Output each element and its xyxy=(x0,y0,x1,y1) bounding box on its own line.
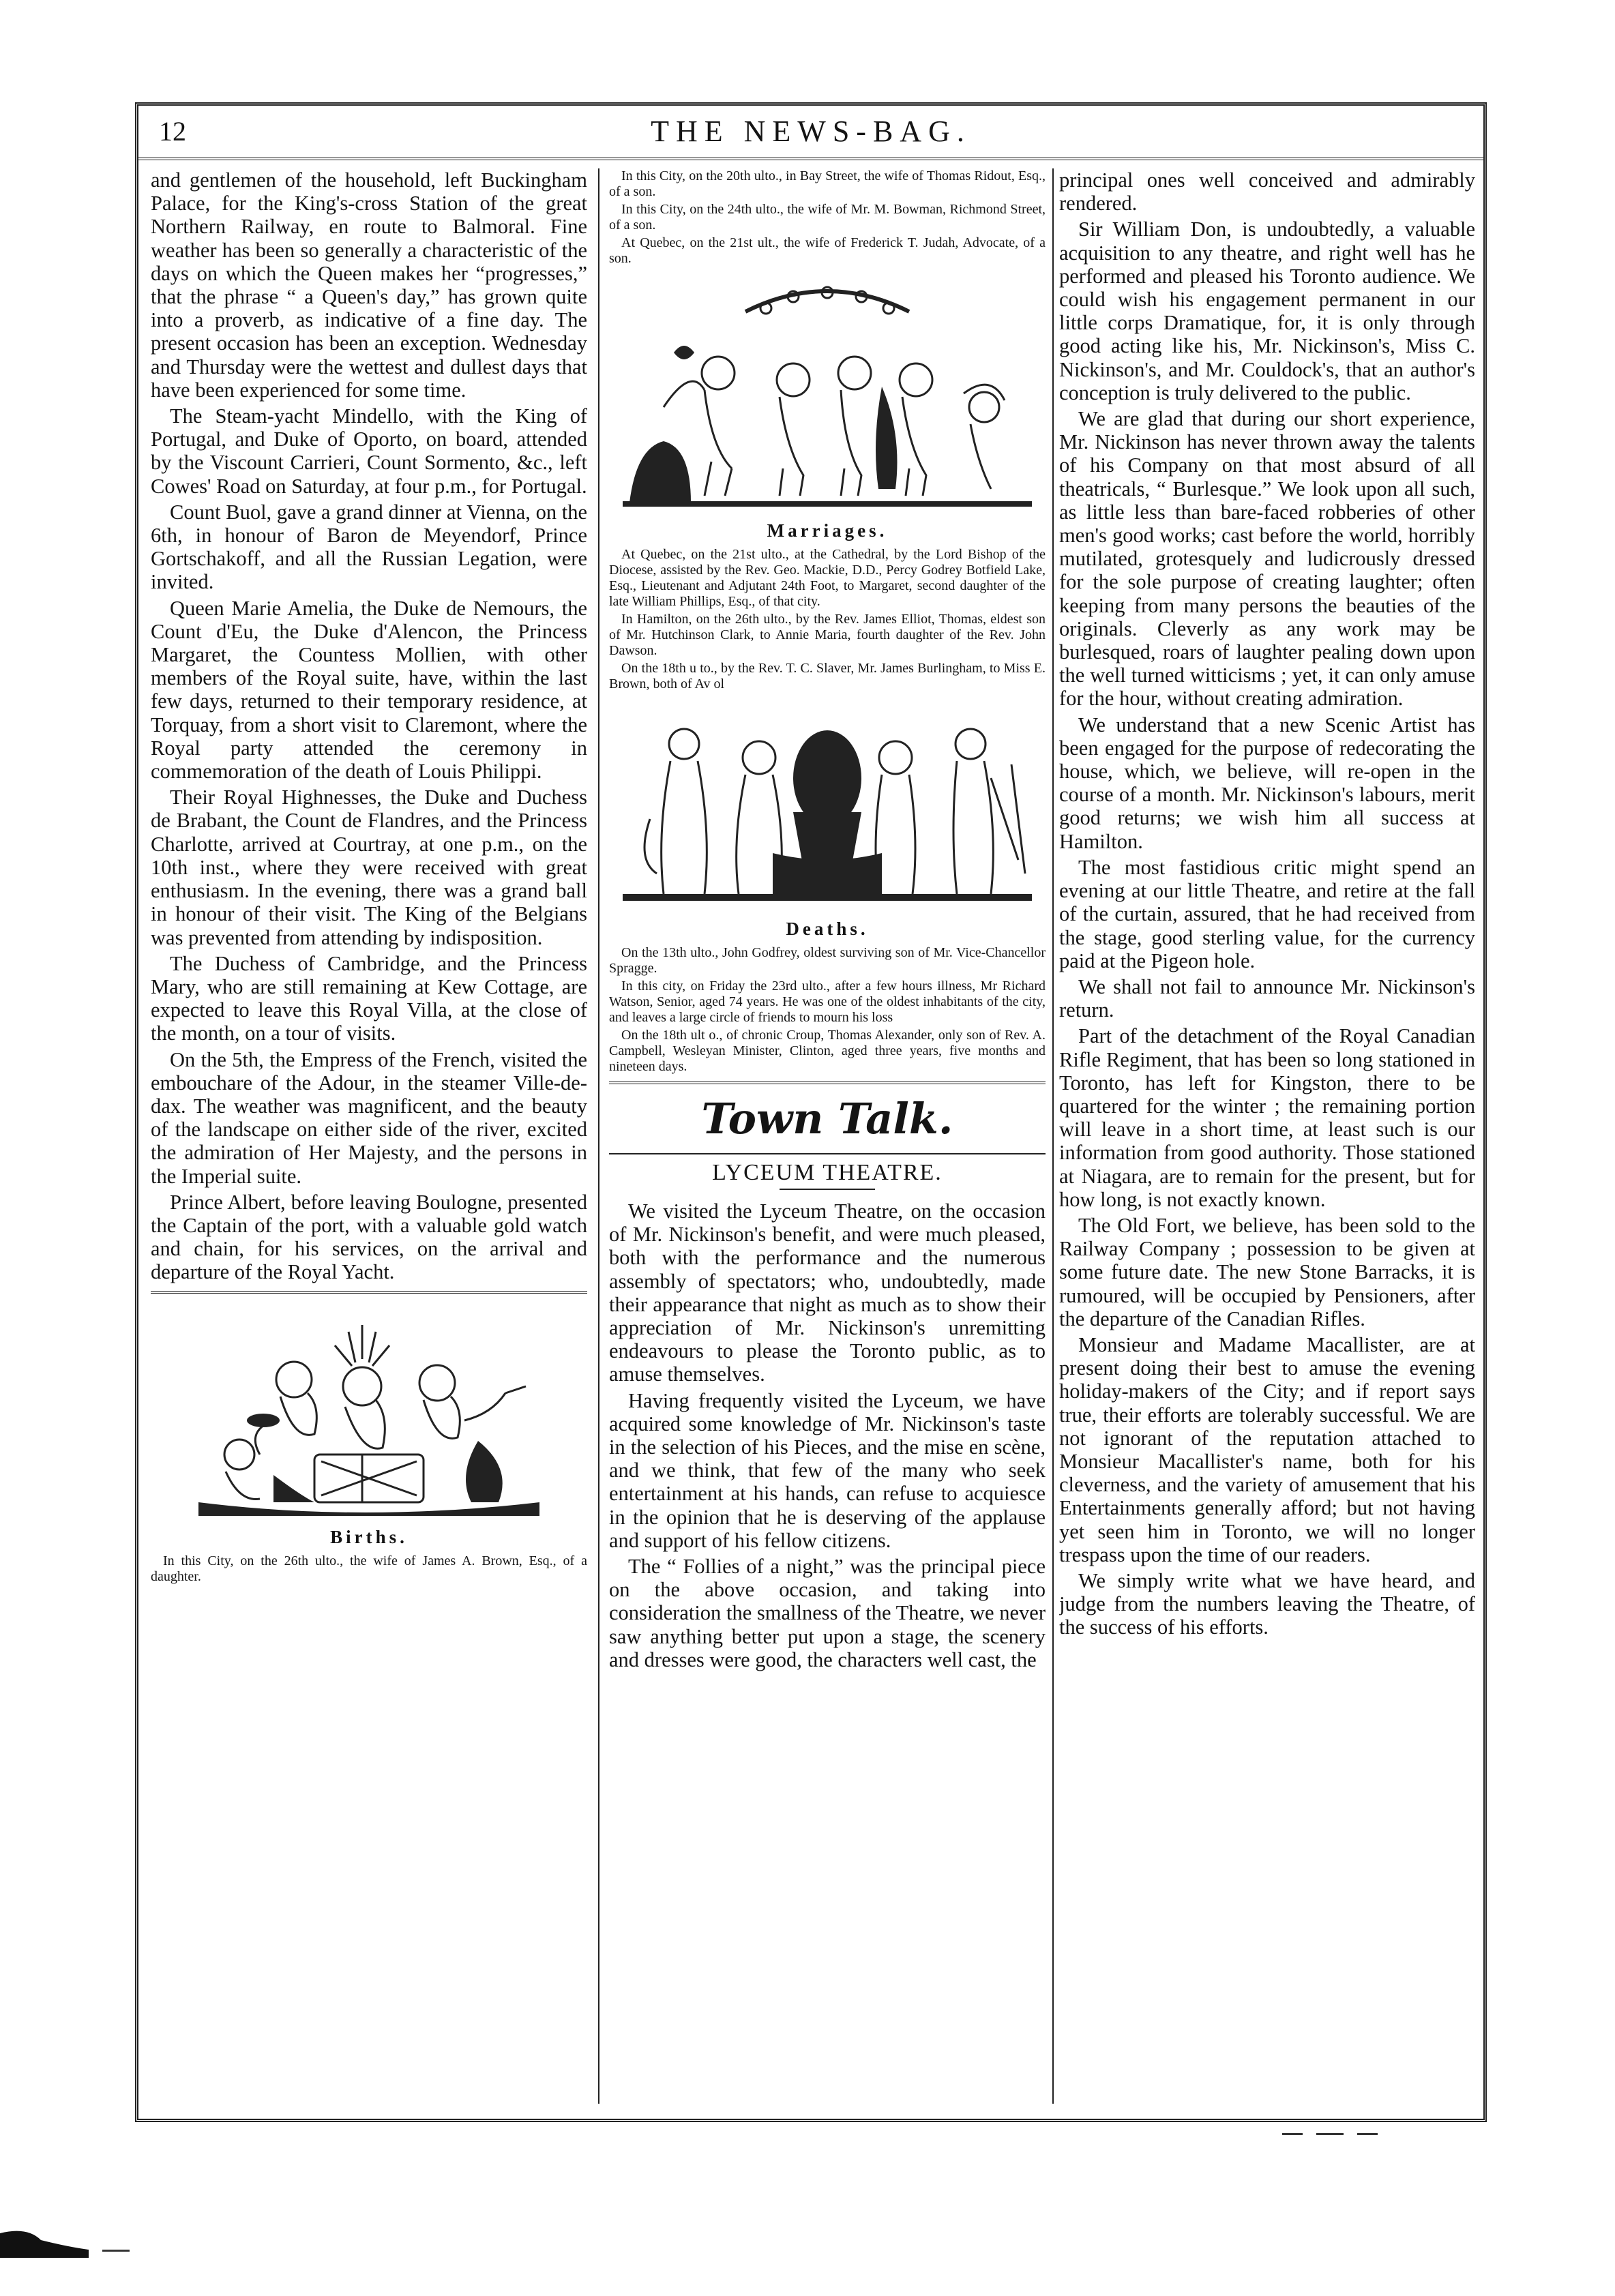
article-paragraph: Part of the detachment of the Royal Canadian Rifle Regiment, that has been so long stationed in Toronto, has left for Kingston, there to be quartered for the winter ; the remaining portion will leave in a short time, at least such is our information from good authority. Those stationed at Niagara, are to remain for the present, but for how long, is not exactly known. xyxy=(1059,1024,1475,1211)
page-header xyxy=(138,106,1483,160)
article-paragraph: The Old Fort, we believe, has been sold to the Railway Company ; possession to be given at some future date. The new Stone Barracks, it is rumoured, will be occupied by Pensioners, after the departure of the Canadian Rifles. xyxy=(1059,1213,1475,1330)
article-paragraph: We shall not fail to announce Mr. Nickinson's return. xyxy=(1059,974,1475,1022)
heading-rule xyxy=(609,1153,1046,1154)
article-paragraph: We understand that a new Scenic Artist has been engaged for the purpose of redecorating the house, which, we believe, will re-open in the course of a month. Mr. Nickinson's labours, merit good returns; we wish him all success at Hamilton. xyxy=(1059,713,1475,853)
section-divider xyxy=(609,1082,1046,1084)
heading-underline xyxy=(780,1189,875,1190)
article-paragraph: We simply write what we have heard, and judge from the numbers leaving the Theatre, of the success of his efforts. xyxy=(1059,1568,1475,1639)
marriage-notice: At Quebec, on the 21st ulto., at the Cathedral, by the Lord Bishop of the Diocese, assisted by the Rev. Geo. Mackie, D.D., Percy Godrey Botfield Lake, Esq., Lieutenant and Adjutant 24th Foot, to Margaret, second daughter of the late William Phillips, Esq., of that city. xyxy=(609,547,1046,609)
marriage-notice: In Hamilton, on the 26th ulto., by the Rev. James Elliot, Thomas, eldest son of Mr. Hutchinson Clark, to Annie Maria, fourth daughter of the Rev. John Dawson. xyxy=(609,612,1046,658)
ink-blot xyxy=(0,2226,136,2258)
article-paragraph: On the 5th, the Empress of the French, visited the embouchare of the Adour, in the steamer Ville-de-dax. The weather was magnificent, and the beauty of the landscape on either side of the river, excited the admiration of Her Majesty, and the persons in the Imperial suite. xyxy=(151,1047,587,1188)
death-notice: In this city, on Friday the 23rd ulto., after a few hours illness, Mr Richard Watson, Senior, aged 74 years. He was one of the oldest inhabitants of the city, and leaves a large circle of friends to mourn his loss xyxy=(609,979,1046,1025)
article-paragraph: and gentlemen of the household, left Buckingham Palace, for the King's-cross Station of the great Northern Railway, en route to Balmoral. Fine weather has been so generally a characteristic of the days on which the Queen makes her “progresses,” that the phrase “ a Queen's day,” has grown quite into a proverb, as indicative of a fine day. The present occasion has been an exception. Wednesday and Thursday were the wettest and dullest days that have been experienced for some time. xyxy=(151,168,587,402)
mourners-urn-engraving-icon xyxy=(609,696,1046,914)
lyceum-heading: LYCEUM THEATRE. xyxy=(712,1160,943,1185)
column-3 xyxy=(1059,168,1475,2104)
article-paragraph: The “ Follies of a night,” was the principal piece on the above occasion, and taking into consideration the smallness of the Theatre, we never saw anything better put upon a stage, the scenery and dresses were good, the characters well cast, the xyxy=(609,1555,1046,1671)
article-paragraph: Count Buol, gave a grand dinner at Vienna, on the 6th, in honour of Baron de Meyendorf, Prince Gortschakoff, and all the Russian Legation, were invited. xyxy=(151,500,587,594)
deaths-caption: Deaths. xyxy=(786,919,869,939)
birth-notice: In this City, on the 24th ulto., the wife of Mr. M. Bowman, Richmond Street, of a son. xyxy=(609,202,1046,233)
column-2 xyxy=(609,168,1046,2104)
town-talk-heading: Town Talk. xyxy=(701,1094,953,1144)
birth-notice: In this City, on the 26th ulto., the wife of James A. Brown, Esq., of a daughter. xyxy=(151,1553,587,1584)
article-paragraph: We visited the Lyceum Theatre, on the occasion of Mr. Nickinson's benefit, and were much pleased, both with the performance and the numerous assembly of spectators; who, undoubtedly, made their appearance that night as much as to show their appreciation of Mr. Nickinson's unremitting endeavours to please the Toronto public, as to amuse themselves. xyxy=(609,1199,1046,1386)
cherubs-engraving-icon xyxy=(151,1298,587,1523)
page-number: 12 xyxy=(159,116,186,147)
birth-notice: In this City, on the 20th ulto., in Bay Street, the wife of Thomas Ridout, Esq., of a son. xyxy=(609,168,1046,199)
article-paragraph: The most fastidious critic might spend an evening at our little Theatre, and retire at the fall of the curtain, assured, that he had received from the stage, good sterling value, for the currency paid at the Pigeon hole. xyxy=(1059,855,1475,972)
print-mark xyxy=(1282,2130,1391,2138)
birth-notice: At Quebec, on the 21st ult., the wife of Frederick T. Judah, Advocate, of a son. xyxy=(609,235,1046,266)
column-rule-left xyxy=(598,168,599,2104)
article-paragraph: The Steam-yacht Mindello, with the King of Portugal, and Duke of Oporto, on board, attended by the Viscount Carrieri, Count Sormento, &c., left Cowes' Road on Saturday, at four p.m., for Portugal. xyxy=(151,404,587,498)
death-notice: On the 18th ult o., of chronic Croup, Thomas Alexander, only son of Rev. A. Campbell, Wesleyan Minister, Clinton, aged three years, five months and nineteen days. xyxy=(609,1028,1046,1074)
article-paragraph: principal ones well conceived and admirably rendered. xyxy=(1059,168,1475,215)
column-1 xyxy=(151,168,587,2104)
section-divider xyxy=(151,1291,587,1294)
article-paragraph: Having frequently visited the Lyceum, we have acquired some knowledge of Mr. Nickinson's taste in the selection of his Pieces, and the mise en scène, and we think, that few of the many who seek entertainment at his hands, can refuse to acquiesce in the opinion that he is deserving of the applause and support of his fellow citizens. xyxy=(609,1388,1046,1552)
marriages-caption: Marriages. xyxy=(767,520,888,541)
births-caption: Births. xyxy=(330,1526,408,1547)
death-notice: On the 13th ulto., John Godfrey, oldest surviving son of Mr. Vice-Chancellor Spragge. xyxy=(609,945,1046,976)
article-paragraph: We are glad that during our short experience, Mr. Nickinson has never thrown away the talents of his Company on that most absurd of all theatricals, “ Burlesque.” We look upon all such, as little less than bare-faced robberies of other men's good works; cast before the world, horribly mutilated, grotesquely and ludicrously dressed for the sole purpose of creating laughter; often keeping from many persons the beauties of the originals. Cleverly as any work may be burlesqued, roars of laughter pealing down upon the well turned witticisms ; yet, it can only amuse for the hour, without creating admiration. xyxy=(1059,407,1475,711)
cupids-garland-engraving-icon xyxy=(609,271,1046,516)
article-paragraph: Monsieur and Madame Macallister, are at present doing their best to amuse the evening holiday-makers of the City; and if report says true, their efforts are tolerably successful. We are not ignorant of the reputation attached to Monsieur Macallister's name, both for his cleverness, and the variety of amusement that his Entertainments generally afford; but not having yet seen him in Toronto, we will no longer trespass upon the time of our readers. xyxy=(1059,1332,1475,1566)
masthead: THE NEWS-BAG. xyxy=(651,115,971,148)
article-paragraph: Prince Albert, before leaving Boulogne, presented the Captain of the port, with a valuable gold watch and chain, for his services, on the arrival and departure of the Royal Yacht. xyxy=(151,1190,587,1284)
article-paragraph: Their Royal Highnesses, the Duke and Duchess de Brabant, the Count de Flandres, and the Princess Charlotte, arrived at Courtray, at one p.m., on the 10th inst., where they were received with great enthusiasm. In the evening, there was a grand ball in honour of their visit. The King of the Belgians was prevented from attending by indisposition. xyxy=(151,786,587,949)
article-paragraph: Queen Marie Amelia, the Duke de Nemours, the Count d'Eu, the Duke d'Alencon, the Princess Margaret, the Countess Mollien, with other members of the Royal suite, have, within the last few days, returned to their temporary residence, at Torquay, from a short visit to Claremont, where the Royal party attended the ceremony in commemoration of the death of Louis Philippi. xyxy=(151,596,587,784)
article-paragraph: The Duchess of Cambridge, and the Princess Mary, who are still remaining at Kew Cottage, are expected to leave this Royal Villa, at the close of the month, on a tour of visits. xyxy=(151,951,587,1045)
page-frame xyxy=(135,102,1487,2122)
marriage-notice: On the 18th u to., by the Rev. T. C. Slaver, Mr. James Burlingham, to Miss E. Brown, both of Av ol xyxy=(609,661,1046,691)
article-paragraph: Sir William Don, is undoubtedly, a valuable acquisition to any theatre, and right well has he performed and pleased his Toronto audience. We could wish his engagement permanent in our little corps Dramatique, for, it is only through good acting like his, Mr. Nickinson's, Miss C. Nickinson's, and Mr. Couldock's, that an author's conception is truly delivered to the public. xyxy=(1059,218,1475,404)
column-rule-right xyxy=(1052,168,1054,2104)
